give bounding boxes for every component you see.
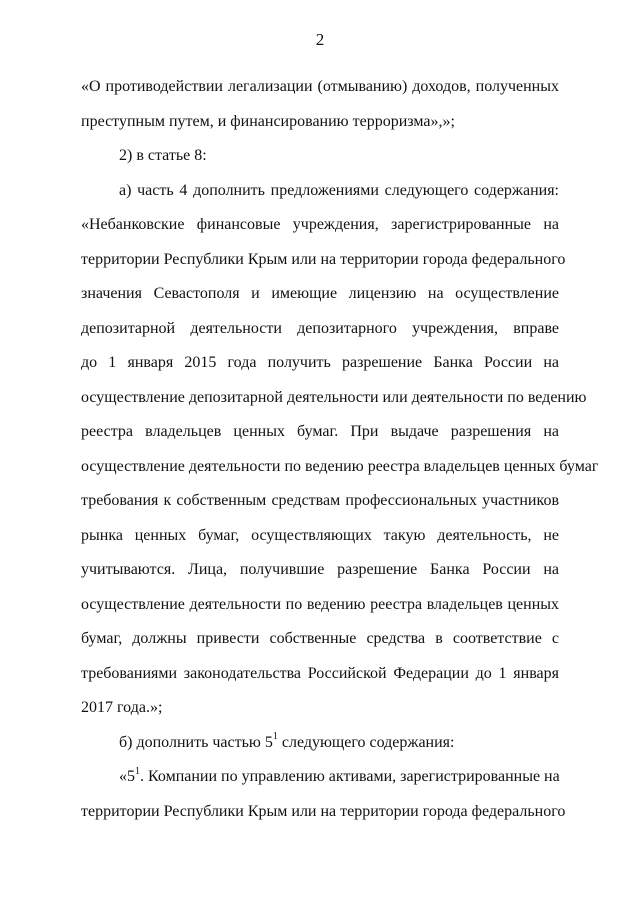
superscript: 1 [135, 765, 140, 777]
text-line [81, 732, 559, 767]
text-line: осуществление депозитарной деятельности или деятельности по ведению [81, 388, 587, 406]
text-fragment: «5 [119, 768, 135, 785]
text-fragment: б) дополнить частью 5 [119, 733, 273, 751]
page-number: 2 [315, 30, 325, 49]
document-body [81, 76, 599, 835]
text-line: а) часть 4 дополнить предложениями следующего содержания: [119, 181, 559, 199]
text-line: 2) в статье 8: [119, 147, 207, 164]
text-line [81, 766, 559, 801]
text-line: территории Республики Крым или на территории города федерального [81, 802, 566, 820]
text-line: преступным путем, и финансированию терроризма»,»; [81, 112, 455, 130]
text-line: реестра владельцев ценных бумаг. При выдаче разрешения на [81, 423, 559, 440]
text-line: «Небанковские финансовые учреждения, зарегистрированные на [81, 216, 559, 233]
text-line: бумаг, должны привести собственные средства в соответствие с [81, 630, 559, 647]
text-line: требования к собственным средствам профессиональных участников [81, 492, 559, 509]
text-fragment: . Компании по управлению активами, зарегистрированные на [140, 768, 560, 785]
superscript: 1 [272, 731, 278, 743]
text-line: территории Республики Крым или на территории города федерального [81, 250, 566, 268]
text-line: значения Севастополя и имеющие лицензию на осуществление [81, 285, 559, 302]
text-line: рынка ценных бумаг, осуществляющих такую деятельность, не [81, 526, 559, 544]
text-line: учитываются. Лица, получившие разрешение Банка России на [81, 561, 559, 578]
text-fragment: следующего содержания: [277, 733, 455, 751]
text-line: осуществление деятельности по ведению реестра владельцев ценных бумаг [81, 457, 599, 475]
text-line: до 1 января 2015 года получить разрешение Банка России на [81, 354, 559, 371]
text-line: 2017 года.»; [81, 699, 163, 716]
text-line: осуществление деятельности по ведению реестра владельцев ценных [81, 595, 559, 613]
text-line: требованиями законодательства Российской Федерации до 1 января [81, 664, 559, 682]
text-line: «О противодействии легализации (отмыванию) доходов, полученных [81, 78, 559, 95]
text-line: депозитарной деятельности депозитарного учреждения, вправе [81, 319, 559, 337]
